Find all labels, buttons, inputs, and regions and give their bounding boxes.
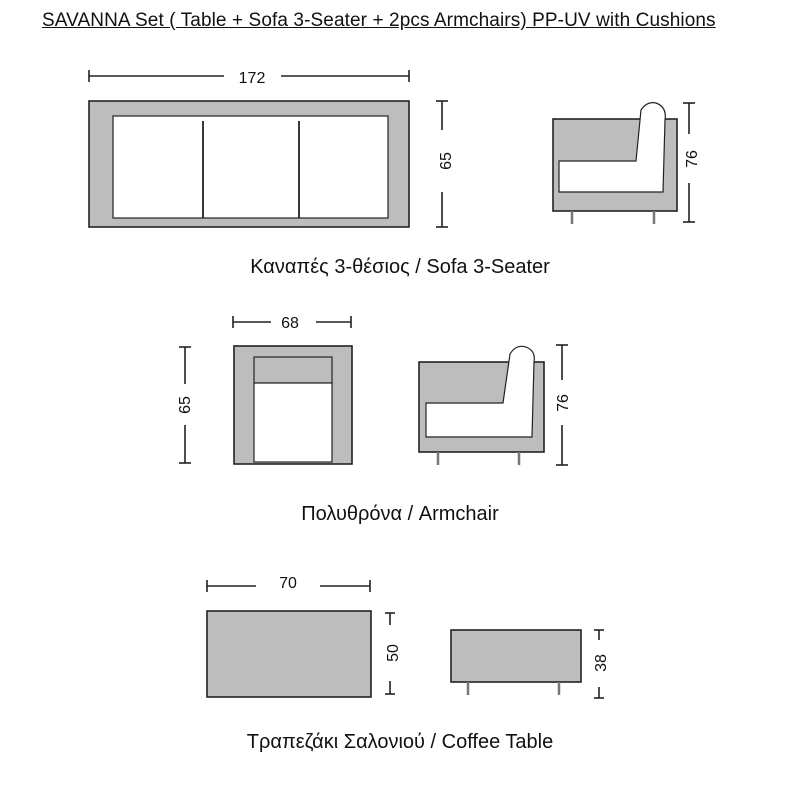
sofa-width-label: 172 [238,70,266,87]
sofa-seat-cushions [113,116,388,218]
armchair-side-view [419,346,544,465]
table-width-label: 70 [279,575,297,592]
table-height-label: 38 [593,654,610,672]
table-side-view [451,630,581,695]
armchair-top-view [234,346,352,464]
sofa-side-view [553,103,677,224]
armchair-depth-label: 65 [177,396,194,414]
sofa-height-label: 76 [684,150,701,168]
armchair-height-label: 76 [555,394,572,412]
armchair-seat-cushion [254,383,332,462]
sofa-depth-label: 65 [438,152,455,170]
table-depth-label: 50 [385,644,402,662]
table-top-view [207,611,371,697]
sofa-caption: Καναπές 3-θέσιος / Sofa 3-Seater [250,256,550,278]
page-title: SAVANNA Set ( Table + Sofa 3-Seater + 2pcs Armchairs) PP-UV with Cushions [42,10,716,31]
armchair-width-label: 68 [281,315,299,332]
armchair-caption: Πολυθρόνα / Armchair [301,503,499,525]
sofa-top-view [89,101,409,227]
table-caption: Τραπεζάκι Σαλονιού / Coffee Table [246,731,554,753]
